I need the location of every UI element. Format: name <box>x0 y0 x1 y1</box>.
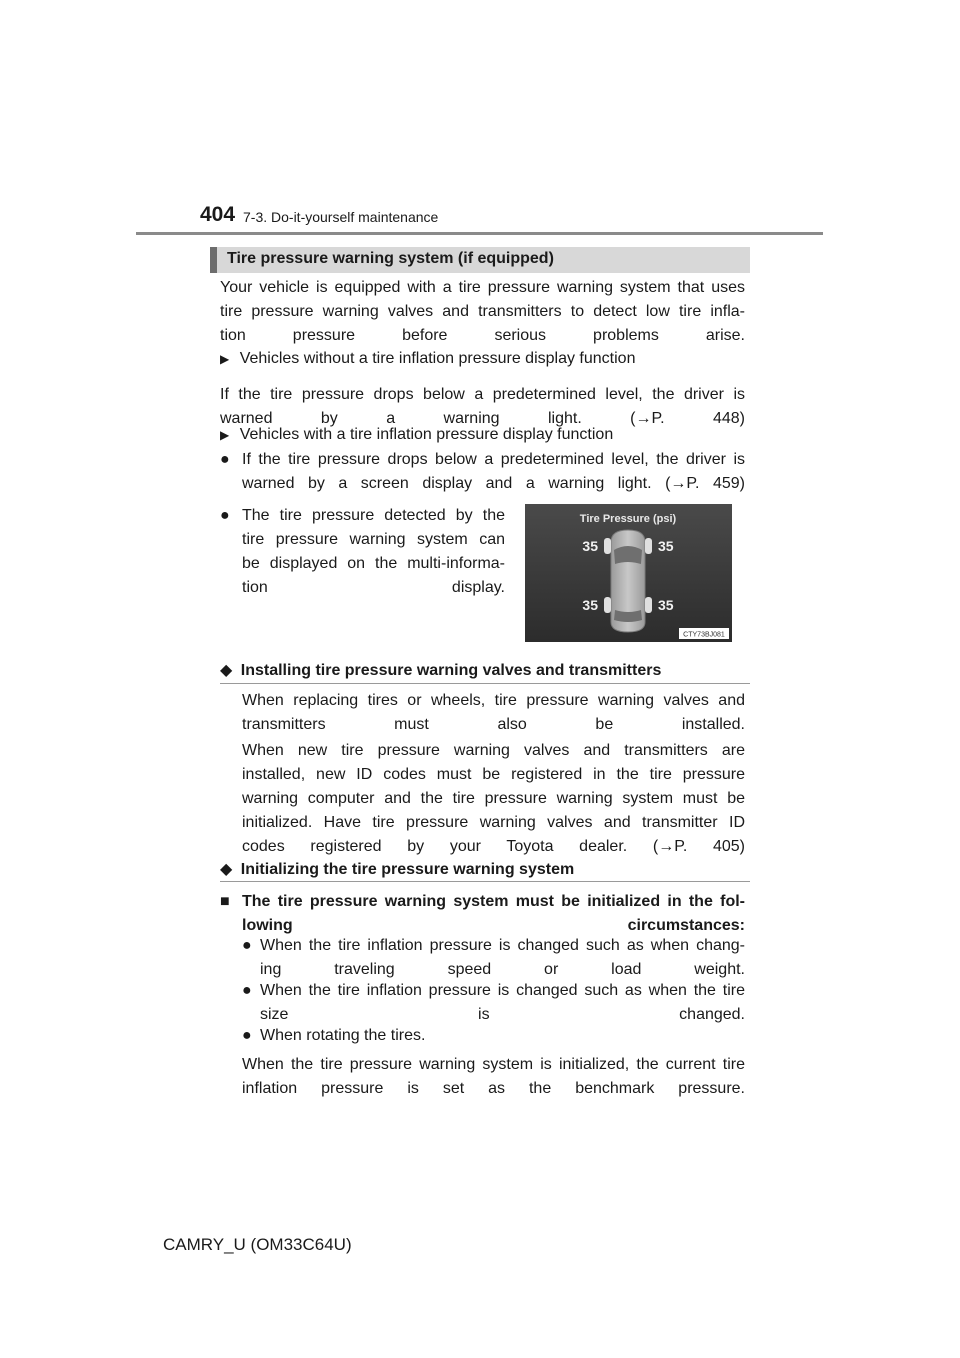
pressure-rear-right: 35 <box>658 597 674 613</box>
bullet-icon: ● <box>242 1027 252 1044</box>
installing-rule <box>220 683 750 684</box>
display-title: Tire Pressure (psi) <box>579 513 677 525</box>
pressure-rear-left: 35 <box>582 597 598 613</box>
arrow-icon: ▶ <box>220 428 230 442</box>
initializing-bullet-1: When the tire inflation pressure is changed such as when chang- ing traveling speed or load weight. <box>260 937 745 978</box>
item2-heading: ▶ Vehicles with a tire inflation pressure display function <box>220 426 614 443</box>
diamond-icon: ◆ <box>220 861 233 878</box>
item1-text: If the tire pressure drops below a predetermined level, the driver is warned by a warning light. (→P. 448) <box>220 386 745 427</box>
windshield-icon <box>614 546 642 564</box>
initializing-subheading: The tire pressure warning system must be initialized in the fol- lowing circumstances: <box>242 893 745 934</box>
initializing-bullet-3: When rotating the tires. <box>260 1027 426 1044</box>
diamond-icon: ◆ <box>220 662 233 679</box>
multi-information-display <box>525 504 732 642</box>
item2-bullet1: If the tire pressure drops below a predetermined level, the driver is warned by a screen display and a warning light. (→P. 459) <box>242 451 745 492</box>
pressure-front-left: 35 <box>582 538 598 554</box>
tire-rear-right-icon <box>645 597 652 613</box>
square-icon: ■ <box>220 893 230 910</box>
tire-rear-left-icon <box>604 597 611 613</box>
page-number: 404 <box>200 203 236 226</box>
bullet-icon: ● <box>242 937 252 954</box>
initializing-closing: When the tire pressure warning system is initialized, the current tire inflation pressure is set as the benchmark pressure. <box>242 1056 745 1097</box>
bullet-icon: ● <box>242 982 252 999</box>
initializing-bullet-2: When the tire inflation pressure is changed such as when the tire size is changed. <box>260 982 745 1023</box>
pressure-front-right: 35 <box>658 538 674 554</box>
installing-paragraph-2: When new tire pressure warning valves and transmitters are installed, new ID codes must be registered in the tire pressure warning computer and the tire pressure warning system must be initialized. Have tire pressure warning valves and transmitter ID codes registered by your Toyota dealer. (→P. 405) <box>242 742 745 855</box>
tire-front-right-icon <box>645 538 652 554</box>
header-rule <box>136 232 823 235</box>
section-title: Tire pressure warning system (if equipped) <box>227 250 554 267</box>
installing-heading: ◆ Installing tire pressure warning valves and transmitters <box>220 662 662 679</box>
arrow-icon: ▶ <box>220 352 230 366</box>
chapter-title: 7-3. Do-it-yourself maintenance <box>243 209 439 225</box>
initializing-heading: ◆ Initializing the tire pressure warning system <box>220 861 575 878</box>
tire-front-left-icon <box>604 538 611 554</box>
tire-pressure-illustration <box>525 504 732 642</box>
bullet-icon: ● <box>220 507 230 524</box>
item1-heading: ▶ Vehicles without a tire inflation pressure display function <box>220 350 636 367</box>
installing-paragraph-1: When replacing tires or wheels, tire pressure warning valves and transmitters must also be installed. <box>242 692 745 733</box>
section-title-bar <box>210 247 750 273</box>
figure-code: CTY73BJ081 <box>683 631 725 639</box>
intro-paragraph: Your vehicle is equipped with a tire pressure warning system that uses tire pressure warning valves and transmitters to detect low tire infla- tion pressure before serious problems arise. <box>220 279 745 344</box>
initializing-rule <box>220 881 750 882</box>
bullet-icon: ● <box>220 451 230 468</box>
item2-bullet2: The tire pressure detected by the tire pressure warning system can be displayed on the multi-informa- tion display. <box>242 507 505 596</box>
footer-model: CAMRY_U (OM33C64U) <box>163 1235 352 1254</box>
